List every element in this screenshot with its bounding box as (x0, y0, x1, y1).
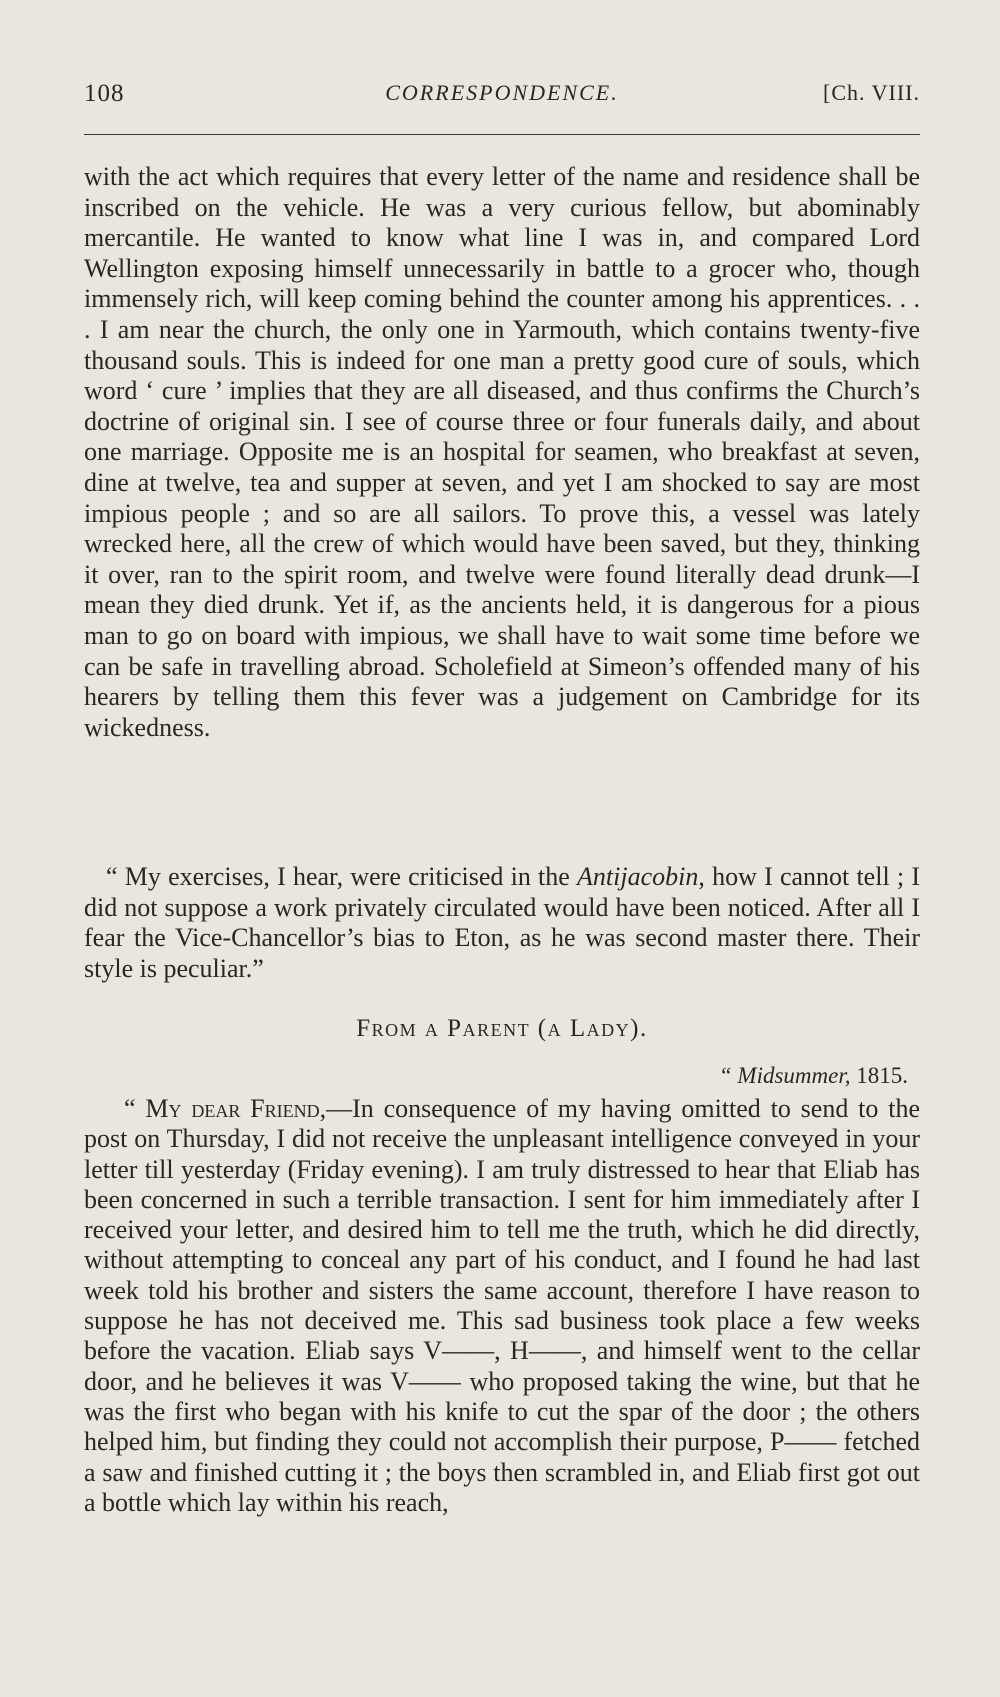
header-rule (84, 134, 920, 135)
running-head (84, 80, 920, 116)
paragraph-3-open-quote: “ (124, 1094, 146, 1123)
dateline-year: 1815. (856, 1063, 908, 1088)
paragraph-3-text: —In consequence of my having omitted to send to the post on Thursday, I did not receive the unpleasant intelligence conveyed in your letter till yesterday (Friday evening). I am truly distressed to hear that Eliab has been concerned in such a terrible transaction. I sent for him immediately after I received your letter, and desired him to tell me the truth, which he did directly, without attempting to conceal any part of his conduct, and I found he had last week told his brother and sisters the same account, therefore I have reason to suppose he has not deceived me. This sad business took place a few weeks before the vacation. Eliab says V——, H——, and himself went to the cellar door, and he believes it was V—— who proposed taking the wine, but that he was the first who began with his knife to cut the spar of the door ; the others helped him, but finding they could not accomplish their purpose, P—— fetched a saw and finished cutting it ; the boys then scrambled in, and Eliab first got out a bottle which lay within his reach, (84, 1094, 920, 1517)
dateline (719, 1063, 908, 1089)
antijacobin-title: Antijacobin (577, 862, 699, 891)
paragraph-2-end: , how I cannot tell ; I did not suppose a work privately circulated would have been noticed. After all I fear the Vice-Chancellor’s bias to Eton, as he was second master there. Their style is peculiar.” (84, 862, 920, 983)
paragraph-2 (84, 862, 920, 984)
paragraph-2-start: “ My exercises, I hear, were criticised in the (106, 862, 578, 891)
dateline-month: “ Midsummer, (718, 1063, 851, 1088)
page-number: 108 (84, 80, 125, 107)
chapter-label: [Ch. VIII. (823, 80, 920, 105)
paragraph-1: with the act which requires that every letter of the name and residence shall be inscribed on the vehicle. He was a very curious fellow, but abominably mercantile. He wanted to know what line I was in, and compared Lord Wellington exposing himself unnecessarily in battle to a grocer who, though immensely rich, will keep coming behind the counter among his apprentices. . . . I am near the church, the only one in Yarmouth, which contains twenty-five thousand souls. This is indeed for one man a pretty good cure of souls, which word ‘ cure ’ implies that they are all diseased, and thus confirms the Church’s doctrine of original sin. I see of course three or four funerals daily, and about one marriage. Opposite me is an hospital for seamen, who breakfast at seven, dine at twelve, tea and supper at seven, and yet I am shocked to say are most impious people ; and so are all sailors. To prove this, a vessel was lately wrecked here, all the crew of which would have been saved, but they, thinking it over, ran to the spirit room, and twelve were found literally dead drunk—I mean they died drunk. Yet if, as the ancients held, it is dangerous for a pious man to go on board with impious, we shall have to wait some time before we can be safe in travelling abroad. Scholefield at Simeon’s offended many of his hearers by telling them this fever was a judgement on Cambridge for its wickedness. (84, 162, 920, 742)
section-heading: From a Parent (a Lady). (356, 1015, 648, 1042)
paragraph-3 (84, 1094, 920, 1518)
salutation: My dear Friend, (145, 1094, 327, 1123)
running-title: CORRESPONDENCE. (385, 80, 619, 105)
